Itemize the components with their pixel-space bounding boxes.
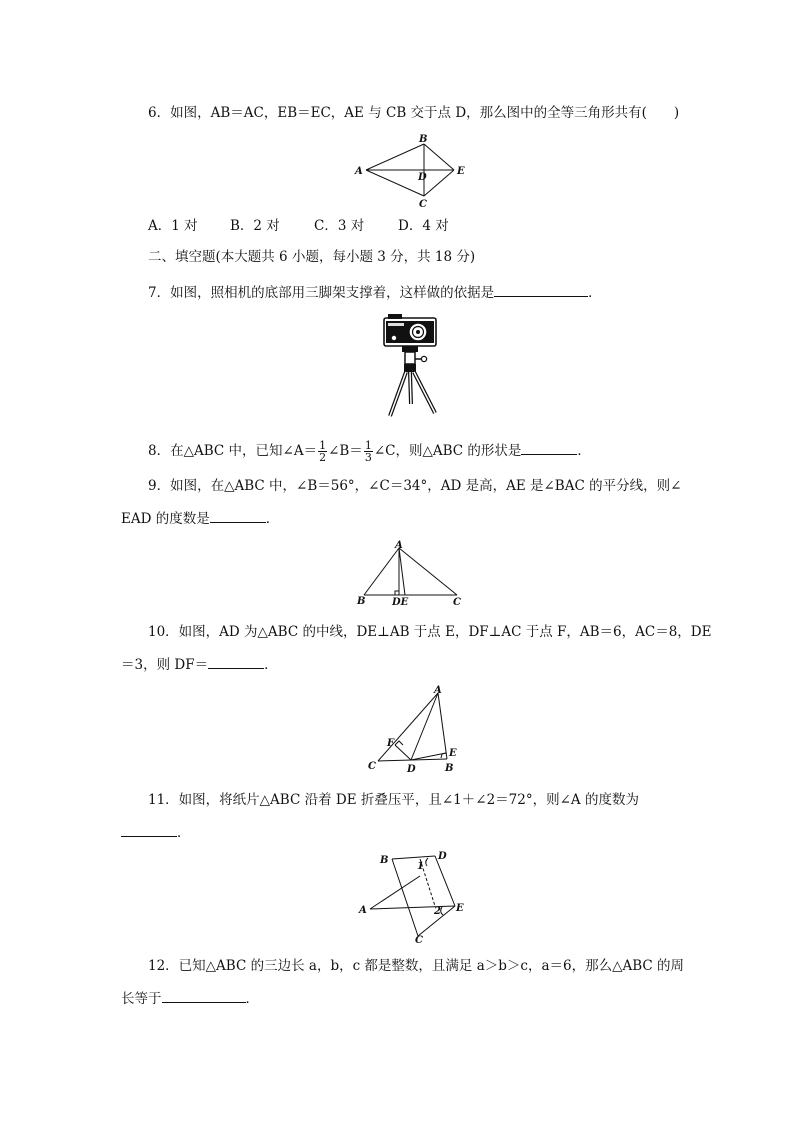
q11-label-e: E [456, 903, 464, 914]
q10-label-c: C [368, 761, 376, 772]
q11-end: ． [177, 825, 191, 841]
q11-label-b: B [380, 855, 389, 866]
q10-label-a: A [434, 685, 442, 696]
q9-label-a: A [395, 540, 403, 551]
q11-line1: 11．如图，将纸片△ABC 沿着 DE 折叠压平，且∠1＋∠2＝72°，则∠A 的度数为 [148, 792, 639, 808]
q6-label-c: C [419, 199, 427, 208]
q10-label-f: F [387, 738, 395, 749]
q11-label-2: 2 [434, 906, 441, 917]
q6-option-a: A．1 对 [148, 218, 198, 234]
q8-frac2-num: 1 [364, 439, 372, 452]
q12-line2 [121, 988, 259, 1008]
q11-label-d: D [438, 851, 447, 862]
q10-label-b: B [445, 763, 454, 774]
q7-stem: 7．如图，照相机的底部用三脚架支撑着，这样做的依据是 [148, 285, 495, 301]
q8-post: ∠C，则△ABC 的形状是 [373, 443, 522, 459]
q10-end: ． [264, 657, 278, 673]
q6-option-c: C．3 对 [314, 218, 365, 234]
q12-stem2: 长等于 [121, 991, 162, 1007]
q10-label-d: D [407, 764, 416, 775]
q8-frac1-den: 2 [319, 451, 327, 464]
q6-label-a: A [355, 166, 363, 177]
q8-frac1-num: 1 [319, 439, 327, 452]
q8-answer-blank[interactable] [521, 440, 577, 455]
section-heading: 二、填空题(本大题共 6 小题，每小题 3 分，共 18 分) [148, 249, 476, 265]
q8-fraction-2 [364, 440, 373, 463]
q9-stem2: EAD 的度数是 [121, 511, 210, 527]
q6-label-e: E [457, 166, 465, 177]
q9-label-c: C [453, 597, 461, 608]
q9-end: ． [265, 511, 280, 527]
q10-label-e: E [449, 748, 457, 759]
q8-frac2-den: 3 [364, 451, 372, 464]
q11-figure [354, 848, 468, 944]
q9-line2 [121, 508, 279, 528]
q10-answer-blank[interactable] [208, 654, 264, 669]
q8-text [148, 437, 591, 465]
q6-option-b: B．2 对 [230, 218, 280, 234]
q12-line1: 12．已知△ABC 的三边长 a，b，c 都是整数，且满足 a＞b＞c，a＝6，那么△ABC 的周 [148, 958, 685, 974]
q6-text: 6．如图，AB＝AC，EB＝EC，AE 与 CB 交于点 D，那么图中的全等三角形共有( ) [148, 105, 680, 121]
q9-line1: 9．如图，在△ABC 中，∠B＝56°，∠C＝34°，AD 是高，AE 是∠BAC 的平分线，则∠ [148, 478, 682, 494]
q6-label-b: B [419, 134, 428, 145]
q8-fraction-1 [318, 440, 327, 463]
camera-tripod-figure [380, 310, 442, 420]
q7-answer-blank[interactable] [494, 282, 588, 297]
q9-answer-blank[interactable] [210, 508, 266, 523]
q7-end: ． [588, 285, 602, 301]
q11-line2 [121, 822, 191, 842]
q10-figure [362, 683, 472, 775]
q10-line2 [121, 654, 278, 674]
q9-label-de: DE [392, 597, 409, 608]
q7-text [148, 282, 602, 302]
q6-option-d: D．4 对 [398, 218, 449, 234]
q9-label-b: B [357, 596, 366, 607]
q8-pre: 8．在△ABC 中，已知∠A＝ [148, 443, 318, 459]
q12-answer-blank[interactable] [162, 988, 246, 1003]
q10-stem2: ＝3，则 DF＝ [121, 657, 209, 673]
q6-figure [352, 132, 472, 208]
q10-line1: 10．如图，AD 为△ABC 的中线，DE⊥AB 于点 E，DF⊥AC 于点 F，AB＝6，AC＝8，DE [148, 624, 712, 640]
q8-mid: ∠B＝ [328, 443, 363, 459]
q11-answer-blank[interactable] [121, 822, 177, 837]
q12-end: ． [245, 991, 259, 1007]
q11-label-c: C [415, 935, 423, 944]
q8-end: ． [577, 443, 591, 459]
q11-label-1: 1 [417, 861, 424, 872]
q11-label-a: A [359, 905, 367, 916]
q9-figure [352, 538, 472, 608]
q6-label-d: D [418, 172, 427, 183]
